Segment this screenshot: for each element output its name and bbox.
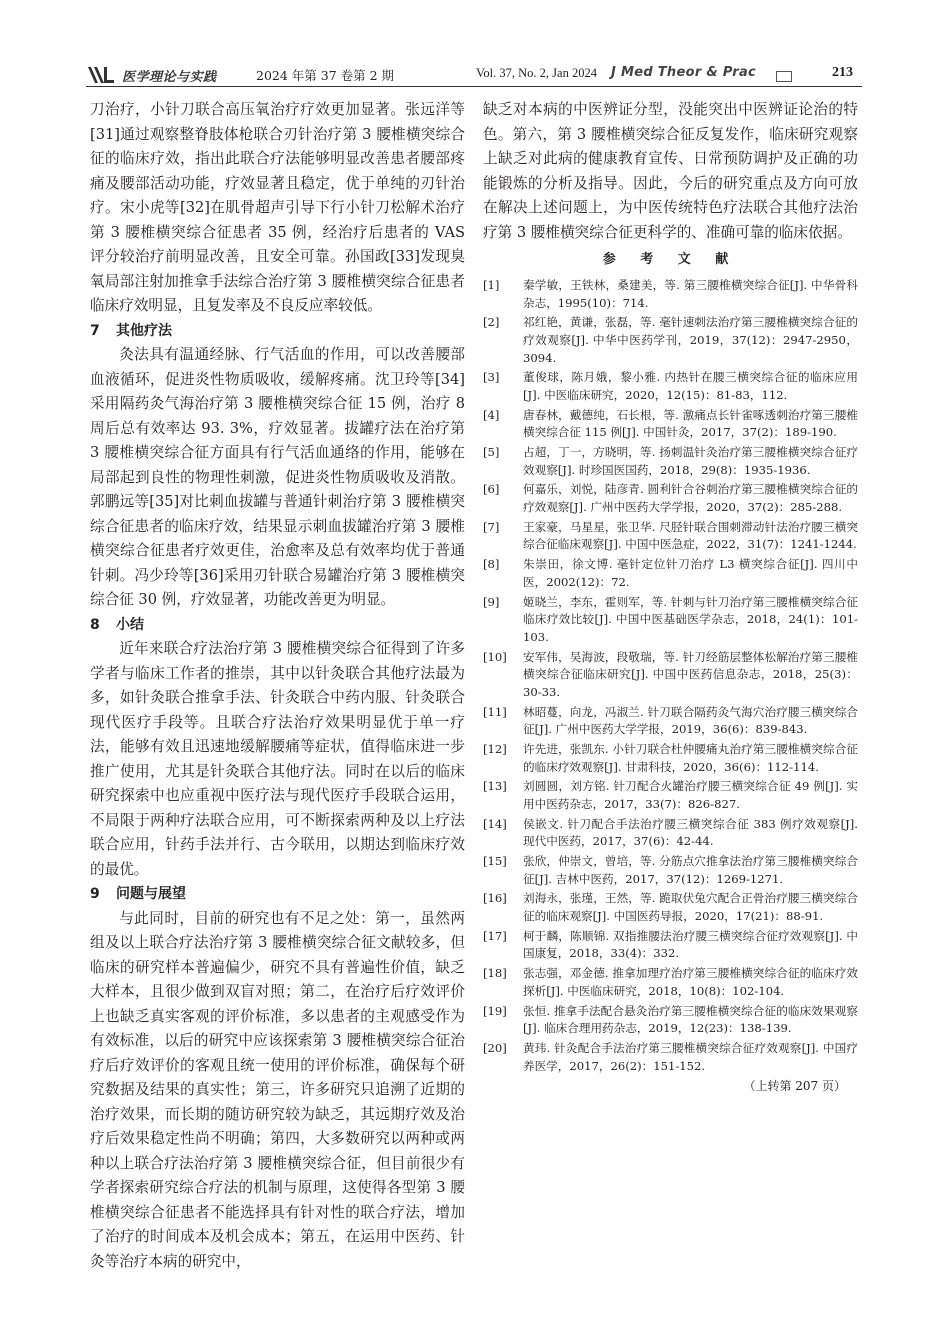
header-rule xyxy=(86,86,862,87)
reference-item xyxy=(483,314,858,367)
section-heading-8 xyxy=(90,613,465,638)
reference-number: [5] xyxy=(483,445,500,460)
section-heading-7 xyxy=(90,319,465,344)
reference-item xyxy=(483,890,858,925)
reference-text: 祁红艳，黄谦，张磊，等. 毫针速刺法治疗第三腰椎横突综合征的疗效观察[J]. 中华中医药学刊，2019，37(12)：2947-2950，3094. xyxy=(523,315,858,365)
reference-number: [4] xyxy=(483,407,500,422)
reference-text: 刘圆圆，刘方铭. 针刀配合火罐治疗腰三横突综合征 49 例[J]. 实用中医药杂志，2017，33(7)：826-827. xyxy=(523,779,858,811)
reference-number: [20] xyxy=(483,1040,507,1055)
reference-number: [14] xyxy=(483,816,507,831)
section-number: 7 xyxy=(90,322,100,339)
reference-text: 占超，丁一，方晓明，等. 扬刺温针灸治疗第三腰椎横突综合征疗效观察[J]. 时珍国医国药，2018，29(8)：1935-1936. xyxy=(523,445,858,477)
reference-item xyxy=(483,556,858,591)
reference-item xyxy=(483,481,858,516)
reference-number: [2] xyxy=(483,315,500,330)
reference-item xyxy=(483,594,858,647)
section-heading-9 xyxy=(90,882,465,907)
reference-text: 王家豪，马星星，张卫华. 尺胫针联合围刺滞动针法治疗腰三横突综合征临床观察[J]. 中国中医急症，2022，31(7)：1241-1244. xyxy=(523,519,858,552)
reference-item xyxy=(483,1003,858,1038)
reference-item xyxy=(483,965,858,1000)
reference-item xyxy=(483,741,858,776)
reference-number: [17] xyxy=(483,928,507,943)
reference-number: [10] xyxy=(483,649,507,664)
reference-text: 林昭蔓，向龙，冯淑兰. 针刀联合隔药灸气海穴治疗腰三横突综合征[J]. 广州中医药大学学报，2019，36(6)：839-843. xyxy=(523,704,858,737)
reference-item xyxy=(483,853,858,888)
reference-number: [19] xyxy=(483,1003,507,1018)
issue-chinese: 2024 年第 37 卷第 2 期 xyxy=(256,68,395,83)
reference-text: 柯于麟，陈顺锦. 双指推腰法治疗腰三横突综合征疗效观察[J]. 中国康复，2018，33(4)：332. xyxy=(523,928,858,961)
reference-item xyxy=(483,928,858,963)
reference-text: 姬晓兰，李东，霍则军，等. 针刺与针刀治疗第三腰椎横突综合征临床疗效比较[J]. 中国中医基础医学杂志，2018，24(1)：101-103. xyxy=(523,594,858,644)
reference-text: 张志强，邓金德. 推拿加理疗治疗第三腰椎横突综合征的临床疗效探析[J]. 中医临床研究，2018，10(8)：102-104. xyxy=(523,966,858,998)
page-header xyxy=(86,62,862,88)
reference-text: 安军伟，吴海波，段敬瑞，等. 针刀经筋层整体松解治疗第三腰椎横突综合征临床研究[J]. 中国中医药信息杂志，2018，25(3)：30-33. xyxy=(523,649,858,699)
reference-text: 许先进，张凯东. 小针刀联合杜仲腰痛丸治疗第三腰椎横突综合征的临床疗效观察[J]. 甘肃科技，2020，36(6)：112-114. xyxy=(523,741,858,774)
section-title: 小结 xyxy=(116,616,144,633)
reference-text: 黄玮. 针灸配合手法治疗第三腰椎横突综合征疗效观察[J]. 中国疗养医学，2017，26(2)：151-152. xyxy=(523,1040,858,1073)
paragraph: 缺乏对本病的中医辨证分型，没能突出中医辨证论治的特色。第六，第 3 腰椎横突综合征反复发作，临床研究观察上缺乏对此病的健康教育宣传、日常预防调护及正确的功能锻炼的分析及指导。因此，今后的研究重点及方向可放在解决上述问题上，为中医传统特色疗法联合其他疗法治疗第 3 腰椎横突综合征更科学的、准确可靠的临床依据。 xyxy=(483,101,858,241)
journal-logo-icon xyxy=(86,64,116,86)
reference-number: [15] xyxy=(483,854,507,869)
reference-item xyxy=(483,704,858,739)
reference-number: [11] xyxy=(483,704,507,719)
right-column xyxy=(483,98,858,1094)
page-number: 213 xyxy=(832,65,853,80)
reference-number: [7] xyxy=(483,519,500,534)
reference-number: [1] xyxy=(483,278,500,292)
section-title: 其他疗法 xyxy=(116,322,172,339)
reference-item xyxy=(483,649,858,702)
reference-number: [16] xyxy=(483,891,507,906)
reference-item xyxy=(483,816,858,851)
section-number: 8 xyxy=(90,616,100,633)
reference-item xyxy=(483,1040,858,1075)
section-number: 9 xyxy=(90,886,100,902)
reference-text: 唐春林，戴德纯，石长根，等. 激痛点长针雀啄透刺治疗第三腰椎横突综合征 115 例[J]. 中国针灸，2017，37(2)：189-190. xyxy=(523,407,858,440)
references-title: 参 考 文 献 xyxy=(602,252,739,267)
journal-abbreviation: J Med Theor & Prac xyxy=(611,65,757,80)
reference-number: [12] xyxy=(483,741,507,756)
paragraph: 灸法具有温通经脉、行气活血的作用，可以改善腰部血液循环，促进炎性物质吸收，缓解疼痛。沈卫玲等[34]采用隔药灸气海治疗第 3 腰椎横突综合征 15 例，治疗 8 周后总有效率达 93. 3%，疗效显著。拔罐疗法在治疗第 3 腰椎横突综合征方面具有行气活血通络的作用，能够在局部起到良性的物理性刺激，促进炎性物质吸收及消散。郭鹏远等[35]对比刺血拔罐与普通针刺治疗第 3 腰椎横突综合征患者的临床疗效，结果显示刺血拔罐治疗第 3 腰椎横突综合征患者疗效更佳，治愈率及总有效率均优于普通针刺。冯少玲等[36]采用刃针联合易罐治疗第 3 腰椎横突综合征 30 例，疗效显著，功能改善更为明显。 xyxy=(90,346,465,608)
reference-item xyxy=(483,277,858,312)
header-box-icon xyxy=(776,71,792,82)
reference-text: 秦学敏，王铁林，桑建美，等. 第三腰椎横突综合征[J]. 中华骨科杂志，1995(10)：714. xyxy=(523,278,858,310)
reference-text: 张欣，仲崇文，曾培，等. 分筋点穴推拿法治疗第三腰椎横突综合征[J]. 吉林中医药，2017，37(12)：1269-1271. xyxy=(523,854,858,886)
reference-text: 朱崇田，徐文博. 毫针定位针刀治疗 L3 横突综合征[J]. 四川中医，2002(12)：72. xyxy=(523,557,858,589)
paragraph: 近年来联合疗法治疗第 3 腰椎横突综合征得到了许多学者与临床工作者的推崇，其中以针灸联合其他疗法最为多，如针灸联合推拿手法、针灸联合中药内服、针灸联合现代医疗手段等。且联合疗法治疗效果明显优于单一疗法，能够有效且迅速地缓解腰痛等症状，值得临床进一步推广使用，尤其是针灸联合其他疗法。同时在以后的临床研究探索中也应重视中医疗法与现代医疗手段联合运用，不局限于两种疗法联合应用，可不断探索两种及以上疗法联合应用，针药手法并行、古今联用，以期达到临床疗效的最优。 xyxy=(90,640,465,878)
reference-number: [3] xyxy=(483,370,500,385)
section-title: 问题与展望 xyxy=(116,886,186,902)
paragraph: 与此同时，目前的研究也有不足之处：第一，虽然两组及以上联合疗法治疗第 3 腰椎横突综合征文献较多，但临床的研究样本普遍偏少，研究不具有普遍性价值，缺乏大样本，且很少做到双盲对照；第二，在治疗后疗效评价上也缺乏真实客观的评价标准，多以患者的主观感受作为有效标准，以后的研究中应该探索第 3 腰椎横突综合征治疗后疗效评价的客观且统一使用的评价标准，确保每个研究数据及结果的真实性；第三，许多研究只追溯了近期的治疗效果，而长期的随访研究较为缺乏，其远期疗效及治疗后效果稳定性尚不明确；第四，大多数研究以两种或两种以上联合疗法治疗第 3 腰椎横突综合征，但目前很少有学者探索研究综合疗法的机制与原理，这使得各型第 3 腰椎横突综合征患者不能选择具有针对性的联合疗法，增加了治疗的时间成本及机会成本；第五，在运用中医药、针灸等治疗本病的研究中， xyxy=(90,909,465,1270)
reference-item xyxy=(483,369,858,404)
continued-note: （上转第 207 页） xyxy=(743,1079,846,1094)
reference-item xyxy=(483,444,858,479)
journal-name: 医学理论与实践 xyxy=(122,70,217,85)
paragraph: 刀治疗，小针刀联合高压氧治疗疗效更加显著。张远洋等[31]通过观察整脊肢体枪联合刃针治疗第 3 腰椎横突综合征的临床疗效，指出此联合疗法能够明显改善患者腰部疼痛及腰部活动功能，疗效显著且稳定，优于单纯的刃针治疗。宋小虎等[32]在肌骨超声引导下行小针刀松解术治疗第 3 腰椎横突综合征患者 35 例，经治疗后患者的 VAS 评分较治疗前明显改善，且安全可靠。孙国政[33]发现臭氧局部注射加推拿手法综合治疗第 3 腰椎横突综合征患者临床疗效明显，且复发率及不良反应率较低。 xyxy=(90,101,465,314)
reference-number: [6] xyxy=(483,482,500,497)
left-column xyxy=(90,98,465,1274)
reference-item xyxy=(483,778,858,813)
reference-number: [13] xyxy=(483,779,507,794)
reference-item xyxy=(483,519,858,554)
reference-number: [9] xyxy=(483,594,500,609)
reference-text: 张恒. 推拿手法配合悬灸治疗第三腰椎横突综合征的临床效果观察[J]. 临床合理用药杂志，2019，12(23)：138-139. xyxy=(523,1003,858,1036)
reference-text: 何嘉乐，刘悦，陆彦青. 圆利针合谷刺治疗第三腰椎横突综合征的疗效观察[J]. 广州中医药大学学报，2020，37(2)：285-288. xyxy=(523,482,858,515)
reference-text: 侯嵌文. 针刀配合手法治疗腰三横突综合征 383 例疗效观察[J]. 现代中医药，2017，37(6)：42-44. xyxy=(523,816,858,849)
reference-list xyxy=(483,277,858,1075)
reference-number: [8] xyxy=(483,557,500,572)
reference-text: 董俊球，陈月娥，黎小雅. 内热针在腰三横突综合征的临床应用[J]. 中医临床研究，2020，12(15)：81-83，112. xyxy=(523,370,858,402)
issue-english: Vol. 37, No. 2, Jan 2024 xyxy=(476,66,597,80)
reference-number: [18] xyxy=(483,966,507,981)
reference-text: 刘海永，张瑾，王然，等. 跪取伏兔穴配合正骨治疗腰三横突综合征的临床观察[J]. 中国医药导报，2020，17(21)：88-91. xyxy=(523,891,858,923)
reference-item xyxy=(483,407,858,442)
